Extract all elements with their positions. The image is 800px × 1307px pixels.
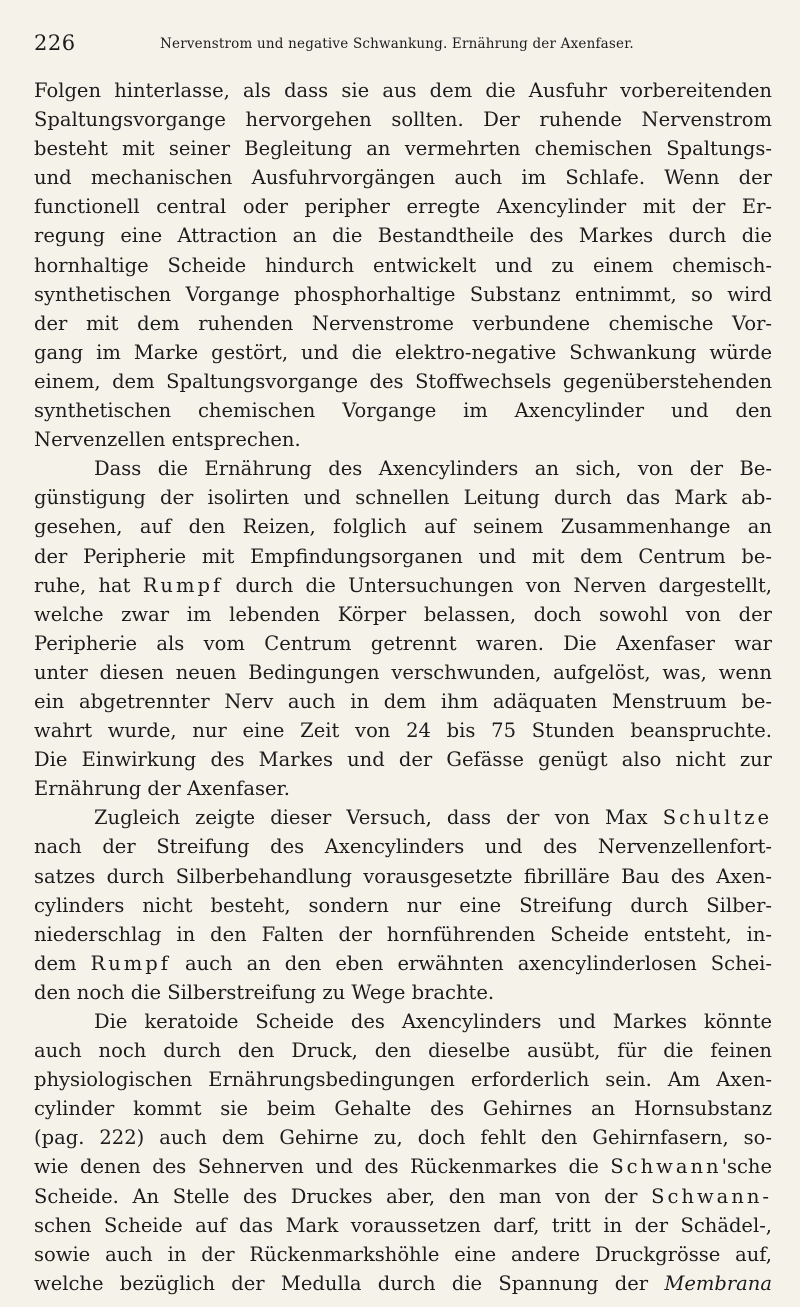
text-line: Die keratoide Scheide des Axencylinders und Markes könnte [94,1010,772,1033]
text-line [34,803,772,832]
text-line: Folgen hinterlasse, als dass sie aus dem die Ausfuhr vorbereitenden [34,79,772,102]
text-line [34,571,772,600]
text-line: der mit dem ruhenden Nervenstrome verbundene chemische Vor- [34,311,772,335]
text-line [34,1152,772,1181]
text-line: cylinder kommt sie beim Gehalte des Gehirnes an Hornsubstanz [34,1097,772,1121]
text-segment: welche bezüglich der Medulla durch die Spannung der [34,1271,649,1295]
text-line: einem, dem Spaltungsvorgange des Stoffwechsels gegenüberstehenden [34,369,772,393]
text-segment: ruhe, hat [34,573,131,597]
text-line: satzes durch Silberbehandlung vorausgesetzte fibrilläre Bau des Axen- [34,864,772,888]
text-line: synthetischen Vorgange phosphorhaltige Substanz entnimmt, so wird [34,282,772,306]
text-line: cylinders nicht besteht, sondern nur eine Streifung durch Silber- [34,893,772,917]
text-line: nach der Streifung des Axencylinders und des Nervenzellenfort- [34,835,772,859]
text-line: schen Scheide auf das Mark voraussetzen darf, tritt in der Schädel-, [34,1213,772,1237]
page-number: 226 [34,31,76,55]
text-line: der Peripherie mit Empfindungsorganen und mit dem Centrum be- [34,544,772,568]
body-text [34,76,772,1298]
latin-term: Membrana [664,1271,772,1295]
text-line: ein abgetrennter Nerv auch in dem ihm adäquaten Menstruum be- [34,689,772,713]
text-line: regung eine Attraction an die Bestandtheile des Markes durch die [34,224,772,248]
text-segment: 'sche [721,1155,772,1179]
text-line: sowie auch in der Rückenmarkshöhle eine andere Druckgrösse auf, [34,1242,772,1266]
text-segment: auch an den eben erwähnten axencylinderlosen Schei- [184,951,773,975]
text-segment: Zugleich zeigte dieser Versuch, dass der von Max [94,806,648,830]
author-name: Schultze [662,806,773,830]
text-line [34,1269,772,1298]
text-line: Dass die Ernährung des Axencylinders an sich, von der Be- [94,457,772,481]
running-head: Nervenstrom und negative Schwankung. Ernährung der Axenfaser. [160,36,634,52]
text-line: Spaltungsvorgange hervorgehen sollten. Der ruhende Nervenstrom [34,108,772,132]
author-name: Schwann- [651,1184,772,1208]
text-line [34,1182,772,1211]
text-line: functionell central oder peripher erregte Axencylinder mit der Er- [34,195,772,219]
text-line: und mechanischen Ausfuhrvorgängen auch im Schlafe. Wenn der [34,166,772,190]
text-line: Nervenzellen entsprechen. [34,428,301,452]
text-line: physiologischen Ernährungsbedingungen erforderlich sein. Am Axen- [34,1068,772,1092]
text-segment: wie denen des Sehnerven und des Rückenmarkes die [34,1155,599,1179]
text-line: besteht mit seiner Begleitung an vermehrten chemischen Spaltungs- [34,137,772,161]
text-line: günstigung der isolirten und schnellen Leitung durch das Mark ab- [34,486,772,510]
text-segment: durch die Untersuchungen von Nerven dargestellt, [235,573,772,597]
text-segment: Scheide. An Stelle des Druckes aber, den man von der [34,1184,638,1208]
text-line: welche zwar im lebenden Körper belassen, doch sowohl von der [34,602,772,626]
text-line [34,949,772,978]
text-segment: dem [34,951,77,975]
text-line: den noch die Silberstreifung zu Wege brachte. [34,980,495,1004]
text-line: unter diesen neuen Bedingungen verschwunden, aufgelöst, was, wenn [34,660,772,684]
text-line: niederschlag in den Falten der hornführenden Scheide entsteht, in- [34,922,772,946]
text-line: gesehen, auf den Reizen, folglich auf seinem Zusammenhange an [34,515,772,539]
text-line: auch noch durch den Druck, den dieselbe ausübt, für die feinen [34,1039,772,1063]
author-name: Rumpf [90,951,171,975]
text-line: hornhaltige Scheide hindurch entwickelt und zu einem chemisch- [34,253,772,277]
text-line: (pag. 222) auch dem Gehirne zu, doch fehlt den Gehirnfasern, so- [34,1126,772,1150]
page-header [34,28,774,58]
author-name: Schwann [610,1155,722,1179]
text-line: Ernährung der Axenfaser. [34,777,290,801]
text-line: wahrt wurde, nur eine Zeit von 24 bis 75 Stunden beanspruchte. [34,719,772,743]
text-line: Peripherie als vom Centrum getrennt waren. Die Axenfaser war [34,631,772,655]
text-line: gang im Marke gestört, und die elektro-negative Schwankung würde [34,340,772,364]
text-line: Die Einwirkung des Markes und der Gefässe genügt also nicht zur [34,748,772,772]
author-name: Rumpf [142,573,224,597]
text-line: synthetischen chemischen Vorgange im Axencylinder und den [34,399,772,423]
